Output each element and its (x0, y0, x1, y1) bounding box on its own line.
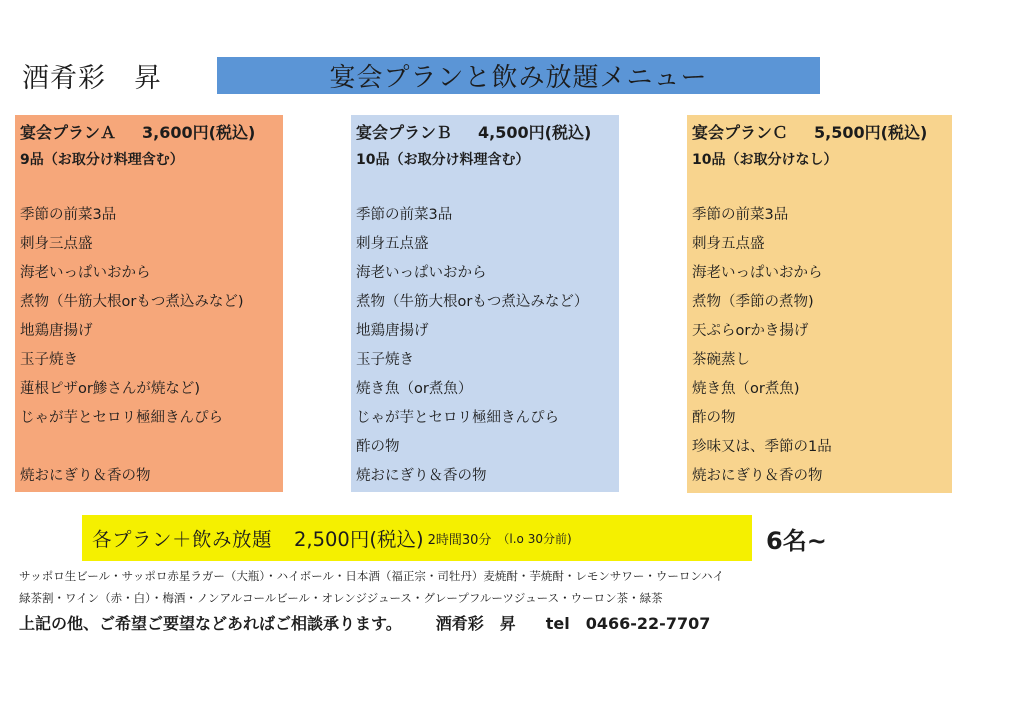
plan-c-price: 5,500円(税込) (814, 123, 928, 142)
list-item: 酢の物 (692, 410, 736, 426)
drink-plan-price: 2,500円(税込) (294, 528, 424, 551)
list-item: 焼おにぎり＆香の物 (692, 468, 823, 484)
list-item: 季節の前菜3品 (356, 207, 453, 223)
plan-b-header (356, 119, 619, 147)
drinks-list-line-1: サッポロ生ビール・サッポロ赤星ラガー（大瓶）・ハイボール・日本酒（福正宗・司牡丹）麦焼酎・芋焼酎・レモンサワー・ウーロンハイ (19, 569, 725, 583)
list-item: 蓮根ピザor鯵さんが焼など) (20, 381, 200, 397)
list-item: 刺身五点盛 (356, 236, 429, 252)
plan-c-items (692, 201, 952, 491)
footer-note: 上記の他、ご希望ご要望などあればご相談承ります。 (19, 614, 402, 633)
list-item: 煮物（季節の煮物) (692, 294, 814, 310)
list-item: 焼おにぎり＆香の物 (356, 468, 487, 484)
list-item: 焼き魚（or煮魚） (356, 381, 473, 397)
plan-c-name: 宴会プランＣ (692, 123, 789, 142)
list-item: 煮物（牛筋大根orもつ煮込みなど) (20, 294, 244, 310)
footer-phone: tel 0466-22-7707 (545, 614, 711, 633)
shop-name: 酒肴彩 昇 (22, 63, 162, 94)
list-item: 玉子焼き (356, 352, 414, 368)
plan-b-price: 4,500円(税込) (478, 123, 592, 142)
list-item: 季節の前菜3品 (20, 207, 117, 223)
plan-a-price: 3,600円(税込) (142, 123, 256, 142)
drinks-list-line-2: 緑茶割・ワイン（赤・白）・梅酒・ノンアルコールビール・オレンジジュース・グレープフルーツジュース・ウーロン茶・緑茶 (19, 591, 663, 605)
footer (19, 611, 710, 634)
drink-plan-last-order: （l.o 30分前) (497, 531, 572, 546)
list-item: 焼き魚（or煮魚) (692, 381, 800, 397)
list-item: 玉子焼き (20, 352, 78, 368)
drink-plan-duration: 2時間30分 (427, 532, 492, 548)
plan-a-items (20, 201, 283, 491)
plan-a-name: 宴会プランＡ (20, 123, 117, 142)
list-item: 季節の前菜3品 (692, 207, 789, 223)
list-item: じゃが芋とセロリ極細きんぴら (356, 410, 559, 426)
list-item: 地鶏唐揚げ (356, 323, 429, 339)
plan-c-subtitle: 10品（お取分けなし） (692, 152, 838, 168)
plan-b-items (356, 201, 619, 491)
list-item: 刺身五点盛 (692, 236, 765, 252)
list-item: 珍味又は、季節の1品 (692, 439, 832, 455)
footer-shop-name: 酒肴彩 昇 (435, 614, 516, 633)
plan-a-header (20, 119, 283, 147)
plan-c-header (692, 119, 952, 147)
menu-title: 宴会プランと飲み放題メニュー (329, 63, 708, 93)
list-item: 焼おにぎり＆香の物 (20, 468, 151, 484)
list-item: 海老いっぱいおから (20, 265, 151, 281)
list-item: 地鶏唐揚げ (20, 323, 93, 339)
plan-a-panel (15, 115, 283, 492)
drink-plan-label: 各プラン＋飲み放題 (92, 528, 273, 551)
menu-title-banner (217, 57, 820, 94)
list-item: 茶碗蒸し (692, 352, 750, 368)
plan-b-name: 宴会プランＢ (356, 123, 453, 142)
plan-a-subtitle: 9品（お取分け料理含む） (20, 152, 184, 168)
list-item: 刺身三点盛 (20, 236, 93, 252)
list-item: 海老いっぱいおから (356, 265, 487, 281)
minimum-persons: 6名~ (766, 527, 827, 555)
list-item: 酢の物 (356, 439, 400, 455)
list-item: 海老いっぱいおから (692, 265, 823, 281)
drink-plan-banner (82, 515, 752, 561)
plan-b-panel (351, 115, 619, 492)
plan-b-subtitle: 10品（お取分け料理含む） (356, 152, 530, 168)
plan-c-panel (687, 115, 952, 493)
list-item: 煮物（牛筋大根orもつ煮込みなど） (356, 294, 589, 310)
list-item: 天ぷらorかき揚げ (692, 323, 809, 339)
list-item: じゃが芋とセロリ極細きんぴら (20, 410, 223, 426)
